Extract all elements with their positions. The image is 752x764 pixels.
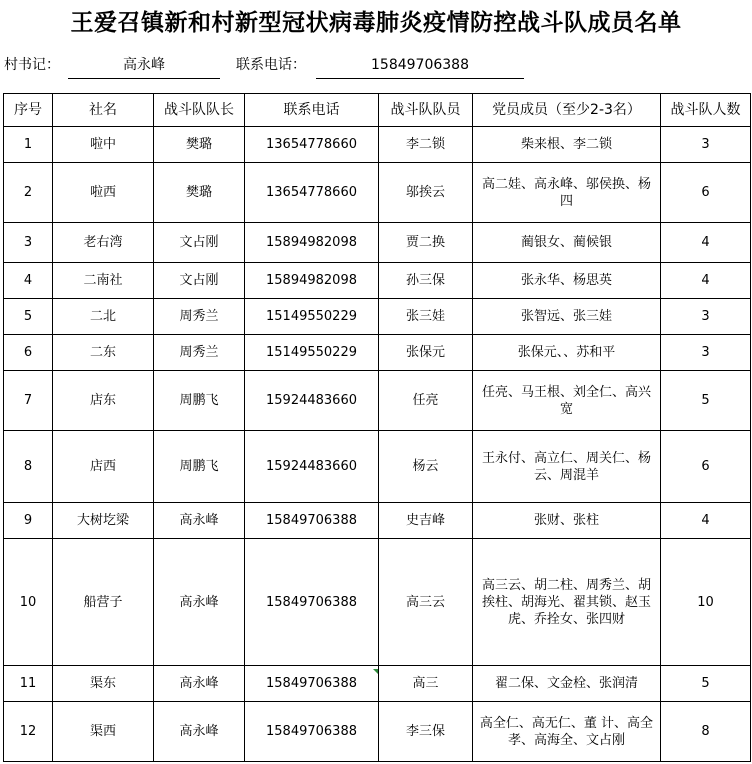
cell-party: 张财、张柱	[473, 503, 661, 539]
table-row	[4, 702, 751, 762]
cell-party: 王永付、高立仁、周关仁、杨云、周混羊	[473, 431, 661, 503]
table-row	[4, 299, 751, 335]
cell-count: 3	[661, 335, 751, 371]
cell-count: 10	[661, 539, 751, 666]
cell-phone: 15924483660	[245, 431, 379, 503]
cell-count: 4	[661, 263, 751, 299]
table-row	[4, 371, 751, 431]
cell-she: 二北	[53, 299, 154, 335]
cell-party: 张保元、、苏和平	[473, 335, 661, 371]
cell-leader: 周秀兰	[154, 299, 245, 335]
table-header-row	[4, 94, 751, 127]
secretary-label: 村书记：	[4, 57, 60, 73]
cell-member: 张保元	[379, 335, 473, 371]
table-row	[4, 335, 751, 371]
table-row	[4, 539, 751, 666]
cell-count: 4	[661, 503, 751, 539]
cell-she: 渠西	[53, 702, 154, 762]
cell-no: 12	[4, 702, 53, 762]
header-cell: 战斗队人数	[661, 94, 751, 127]
cell-phone: 15894982098	[245, 223, 379, 263]
cell-she: 老右湾	[53, 223, 154, 263]
cell-leader: 樊璐	[154, 163, 245, 223]
cell-phone: 15149550229	[245, 335, 379, 371]
cell-leader: 文占刚	[154, 223, 245, 263]
cell-no: 2	[4, 163, 53, 223]
cell-phone: 15849706388	[245, 503, 379, 539]
cell-count: 5	[661, 371, 751, 431]
cell-no: 9	[4, 503, 53, 539]
cell-party: 翟二保、文金栓、张润清	[473, 666, 661, 702]
cell-no: 7	[4, 371, 53, 431]
cell-member: 任亮	[379, 371, 473, 431]
cell-she: 船营子	[53, 539, 154, 666]
cell-she: 店东	[53, 371, 154, 431]
cell-she: 渠东	[53, 666, 154, 702]
header-cell: 战斗队队长	[154, 94, 245, 127]
cell-party: 任亮、马王根、刘全仁、高兴宽	[473, 371, 661, 431]
cell-phone: 15149550229	[245, 299, 379, 335]
cell-member: 高三云	[379, 539, 473, 666]
cell-phone: 13654778660	[245, 163, 379, 223]
cell-party: 蔺银女、蔺候银	[473, 223, 661, 263]
table-row	[4, 263, 751, 299]
page-title: 王爱召镇新和村新型冠状病毒肺炎疫情防控战斗队成员名单	[70, 9, 682, 36]
cell-member: 李三保	[379, 702, 473, 762]
cell-leader: 文占刚	[154, 263, 245, 299]
cell-she: 啦西	[53, 163, 154, 223]
secretary-phone: 15849706388	[316, 52, 524, 79]
cell-phone: 15894982098	[245, 263, 379, 299]
cell-party: 高全仁、高无仁、董 计、高全孝、高海全、文占刚	[473, 702, 661, 762]
cell-marker-icon	[373, 669, 378, 674]
cell-member: 高三	[379, 666, 473, 702]
cell-member: 史吉峰	[379, 503, 473, 539]
members-table	[3, 93, 751, 762]
cell-party: 张智远、张三娃	[473, 299, 661, 335]
cell-member: 邬挨云	[379, 163, 473, 223]
cell-count: 5	[661, 666, 751, 702]
cell-leader: 周秀兰	[154, 335, 245, 371]
table-row	[4, 503, 751, 539]
cell-she: 二东	[53, 335, 154, 371]
cell-she: 店西	[53, 431, 154, 503]
cell-she: 大树圪梁	[53, 503, 154, 539]
table-row	[4, 163, 751, 223]
cell-count: 3	[661, 299, 751, 335]
cell-leader: 高永峰	[154, 702, 245, 762]
cell-leader: 周鹏飞	[154, 431, 245, 503]
cell-no: 5	[4, 299, 53, 335]
cell-leader: 周鹏飞	[154, 371, 245, 431]
cell-count: 4	[661, 223, 751, 263]
table-row	[4, 223, 751, 263]
cell-no: 1	[4, 127, 53, 163]
cell-no: 10	[4, 539, 53, 666]
secretary-name: 高永峰	[68, 52, 220, 79]
cell-leader: 高永峰	[154, 539, 245, 666]
cell-party: 高三云、胡二柱、周秀兰、胡挨柱、胡海光、翟其锁、赵玉虎、乔拴女、张四财	[473, 539, 661, 666]
cell-member: 张三娃	[379, 299, 473, 335]
cell-member: 贾二换	[379, 223, 473, 263]
cell-member: 杨云	[379, 431, 473, 503]
cell-party: 高二娃、高永峰、邬侯换、杨四	[473, 163, 661, 223]
cell-count: 8	[661, 702, 751, 762]
cell-no: 4	[4, 263, 53, 299]
table-row	[4, 431, 751, 503]
cell-member: 李二锁	[379, 127, 473, 163]
cell-phone: 15849706388	[245, 539, 379, 666]
info-bar	[0, 50, 752, 80]
cell-leader: 高永峰	[154, 503, 245, 539]
cell-count: 6	[661, 431, 751, 503]
cell-phone: 15849706388	[245, 702, 379, 762]
cell-she: 啦中	[53, 127, 154, 163]
header-cell: 联系电话	[245, 94, 379, 127]
cell-phone: 15924483660	[245, 371, 379, 431]
cell-no: 6	[4, 335, 53, 371]
cell-member: 孙三保	[379, 263, 473, 299]
header-cell: 序号	[4, 94, 53, 127]
cell-no: 3	[4, 223, 53, 263]
cell-count: 6	[661, 163, 751, 223]
cell-party: 张永华、杨思英	[473, 263, 661, 299]
cell-she: 二南社	[53, 263, 154, 299]
header-cell: 战斗队队员	[379, 94, 473, 127]
header-cell: 社名	[53, 94, 154, 127]
cell-leader: 高永峰	[154, 666, 245, 702]
table-row	[4, 127, 751, 163]
cell-leader: 樊璐	[154, 127, 245, 163]
cell-party: 柴来根、李二锁	[473, 127, 661, 163]
phone-label: 联系电话：	[236, 57, 306, 73]
cell-no: 8	[4, 431, 53, 503]
cell-phone: 15849706388	[245, 666, 379, 702]
cell-count: 3	[661, 127, 751, 163]
cell-phone: 13654778660	[245, 127, 379, 163]
cell-no: 11	[4, 666, 53, 702]
header-cell: 党员成员（至少2-3名）	[473, 94, 661, 127]
